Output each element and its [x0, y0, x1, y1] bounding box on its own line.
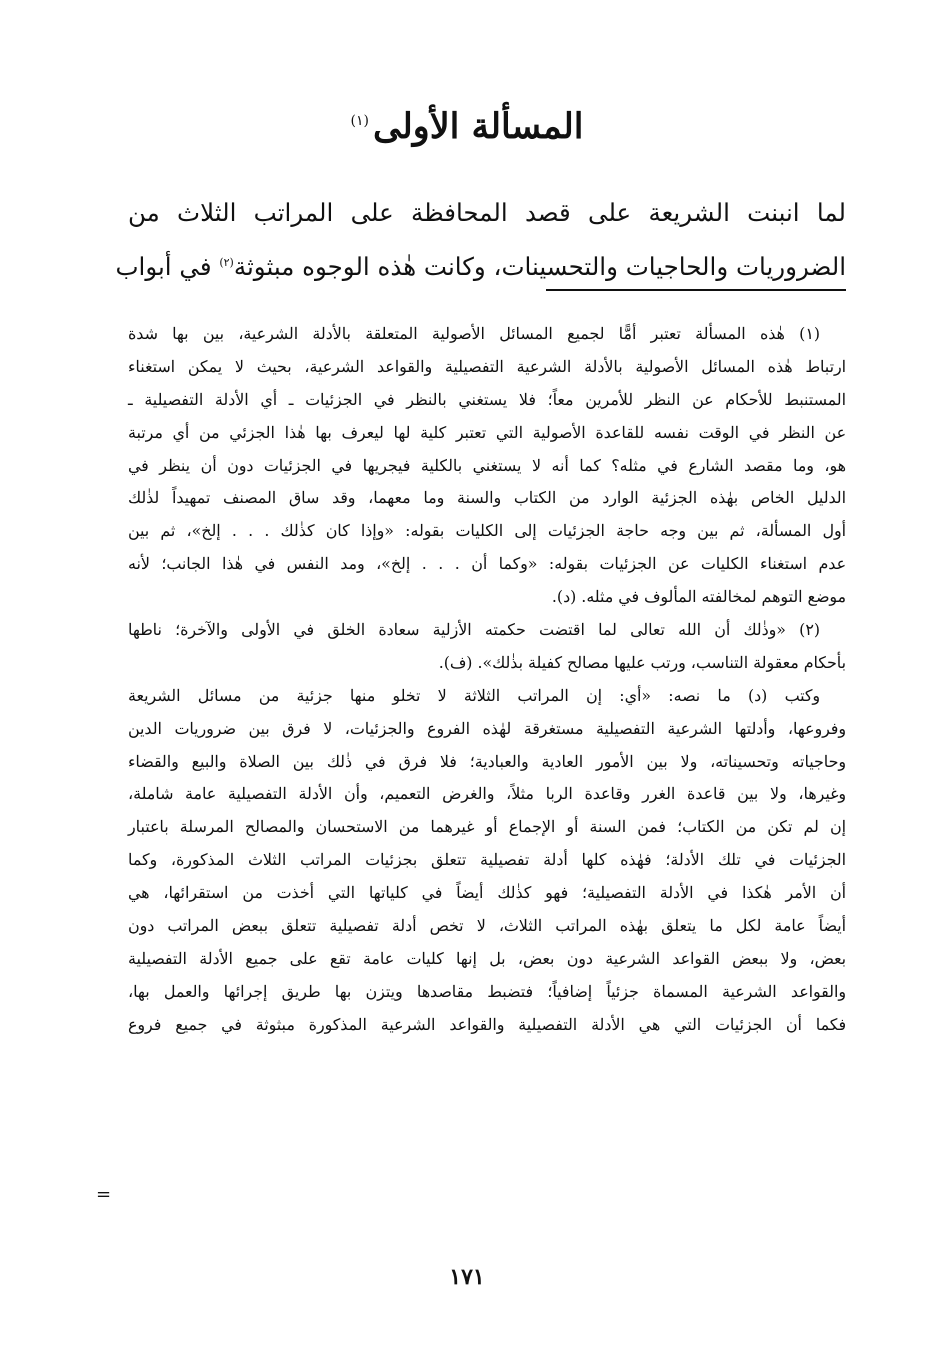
footnote-1-line: عدم استغناء الكليات عن الجزئيات بقوله: «وكما أن . . . إلخ»، ومد النفس في هٰذا الجانب؛ لأنه: [128, 554, 846, 574]
main-text-footnote-ref: (٢): [219, 255, 234, 269]
footnote-1-line: ارتباط هٰذه المسائل الأصولية بالأدلة الشرعية التفصيلية والقواعد الشرعية، بحيث لا يمكن استغناء: [128, 356, 846, 376]
footnote-1-line: (١) هٰذه المسألة تعتبر أمًّا لجميع المسائل الأصولية المتعلقة بالأدلة الشرعية، بين بها شدة: [128, 324, 820, 343]
footnote-2-line: بأحكام معقولة التناسب، ورتب عليها مصالح كفيلة بذٰلك». (ف).: [438, 652, 846, 672]
footnotes: [128, 318, 846, 1042]
footnote-3-line: الجزئيات في تلك الأدلة؛ فهٰذه كلها أدلة تفصيلية تتعلق بجزئيات المراتب الثلاث المذكورة، وكما: [128, 850, 846, 870]
footnote-3-line: والقواعد الشرعية المسماة جزئياً إضافياً؛ فتضبط مقاصدها ويتزن بها طريق إجرائها والعمل بها،: [128, 981, 846, 1001]
footnote-3-line: بعض، ولا ببعض القواعد الشرعية دون بعض، بل إنها كليات عامة تقع على جميع الأدلة التفصيلية: [128, 948, 846, 968]
footnote-3-line: فكما أن الجزئيات التي هي الأدلة التفصيلية والقواعد الشرعية المذكورة مبثوثة في جميع فروع: [128, 1014, 846, 1034]
main-text-line-2-part-1: الضروريات والحاجيات والتحسينات، وكانت هٰذه الوجوه مبثوثة: [233, 252, 846, 281]
footnote-1-line: عن النظر في الوقت نفسه للقاعدة الأصولية التي تعتبر كلية لها ليعرف بها هٰذا الجزئي من أي مرتبة: [128, 422, 846, 442]
page-number: ١٧١: [449, 1264, 485, 1290]
footnote-3-line: وكتب (د) ما نصه: «أي: إن المراتب الثلاثة لا تخلو منها جزئية من مسائل الشريعة: [128, 685, 820, 705]
footnote-1-line: المستنبط للأحكام عن النظر للأمرين معاً؛ فلا يستغني بالنظر في الجزئيات ـ أي الأدلة التفصيلية ـ: [128, 389, 846, 409]
main-text-line-2-part-2: في أبواب: [115, 252, 220, 281]
main-text-line-2: [115, 240, 846, 294]
footnote-1-line: موضع التوهم لمخالفته المألوف في مثله. (د).: [551, 587, 846, 607]
heading-footnote-ref: (١): [350, 113, 369, 130]
footnote-separator: [546, 289, 846, 291]
footnote-1-line: هو، وما مقصد الشارع في مثله؟ كما أنه لا يستغني بالكلية فيجريها في الجزئيات دون أن ينظر في: [128, 455, 846, 475]
footnote-3-line: وحاجياته وتحسيناته، ولا بين الأمور العادية والعبادية؛ فلا فرق في ذٰلك بين الصلاة والبيع والقضاء: [128, 751, 846, 771]
footnote-3-line: وفروعها، وأدلتها الشرعية التفصيلية مستغرقة لهٰذه الفروع والجزئيات، لا فرق بين ضروريات الدين: [128, 718, 846, 738]
footnote-2-line: (٢) «وذٰلك أن الله تعالى لما اقتضت حكمته الأزلية سعادة الخلق في الأولى والآخرة؛ ناطها: [128, 620, 820, 640]
footnote-1-line: أول المسألة، ثم بين وجه حاجة الجزئيات إلى الكليات بقوله: «وإذا كان كذٰلك . . . إلخ»، ثم بين: [128, 521, 846, 541]
main-text-line-1: لما انبنت الشريعة على قصد المحافظة على المراتب الثلاث من: [128, 198, 846, 227]
footnote-3-line: وغيرها، ولا بين قاعدة الغرر وقاعدة الربا مثلاً، والغرض التعميم، وأن الأدلة التفصيلية عامة شاملة،: [128, 784, 846, 804]
heading-title: المسألة الأولى: [372, 106, 584, 147]
continuation-mark: =: [96, 1184, 112, 1205]
footnote-3-line: أيضاً عامة لكل ما يتعلق بهٰذه المراتب الثلاث، لا تخص أدلة تفصيلية تتعلق ببعض المراتب دون: [128, 916, 846, 936]
footnote-3-line: أن الأمر هٰكذا في الأدلة التفصيلية؛ فهو كذٰلك أيضاً في كلياتها التي أخذت من استقرائها، هي: [128, 883, 846, 903]
footnote-3-line: إن لم تكن من الكتاب؛ فمن السنة أو الإجماع أو غيرهما من الاستحسان والمصالح المرسلة باعتبار: [128, 817, 846, 837]
main-text: [115, 186, 846, 294]
section-heading: [0, 108, 934, 147]
footnote-1-line: الدليل الخاص بهٰذه الجزئية الوارد من الكتاب والسنة وما معهما، وقد ساق المصنف تمهيداً لذٰلك: [128, 488, 846, 508]
